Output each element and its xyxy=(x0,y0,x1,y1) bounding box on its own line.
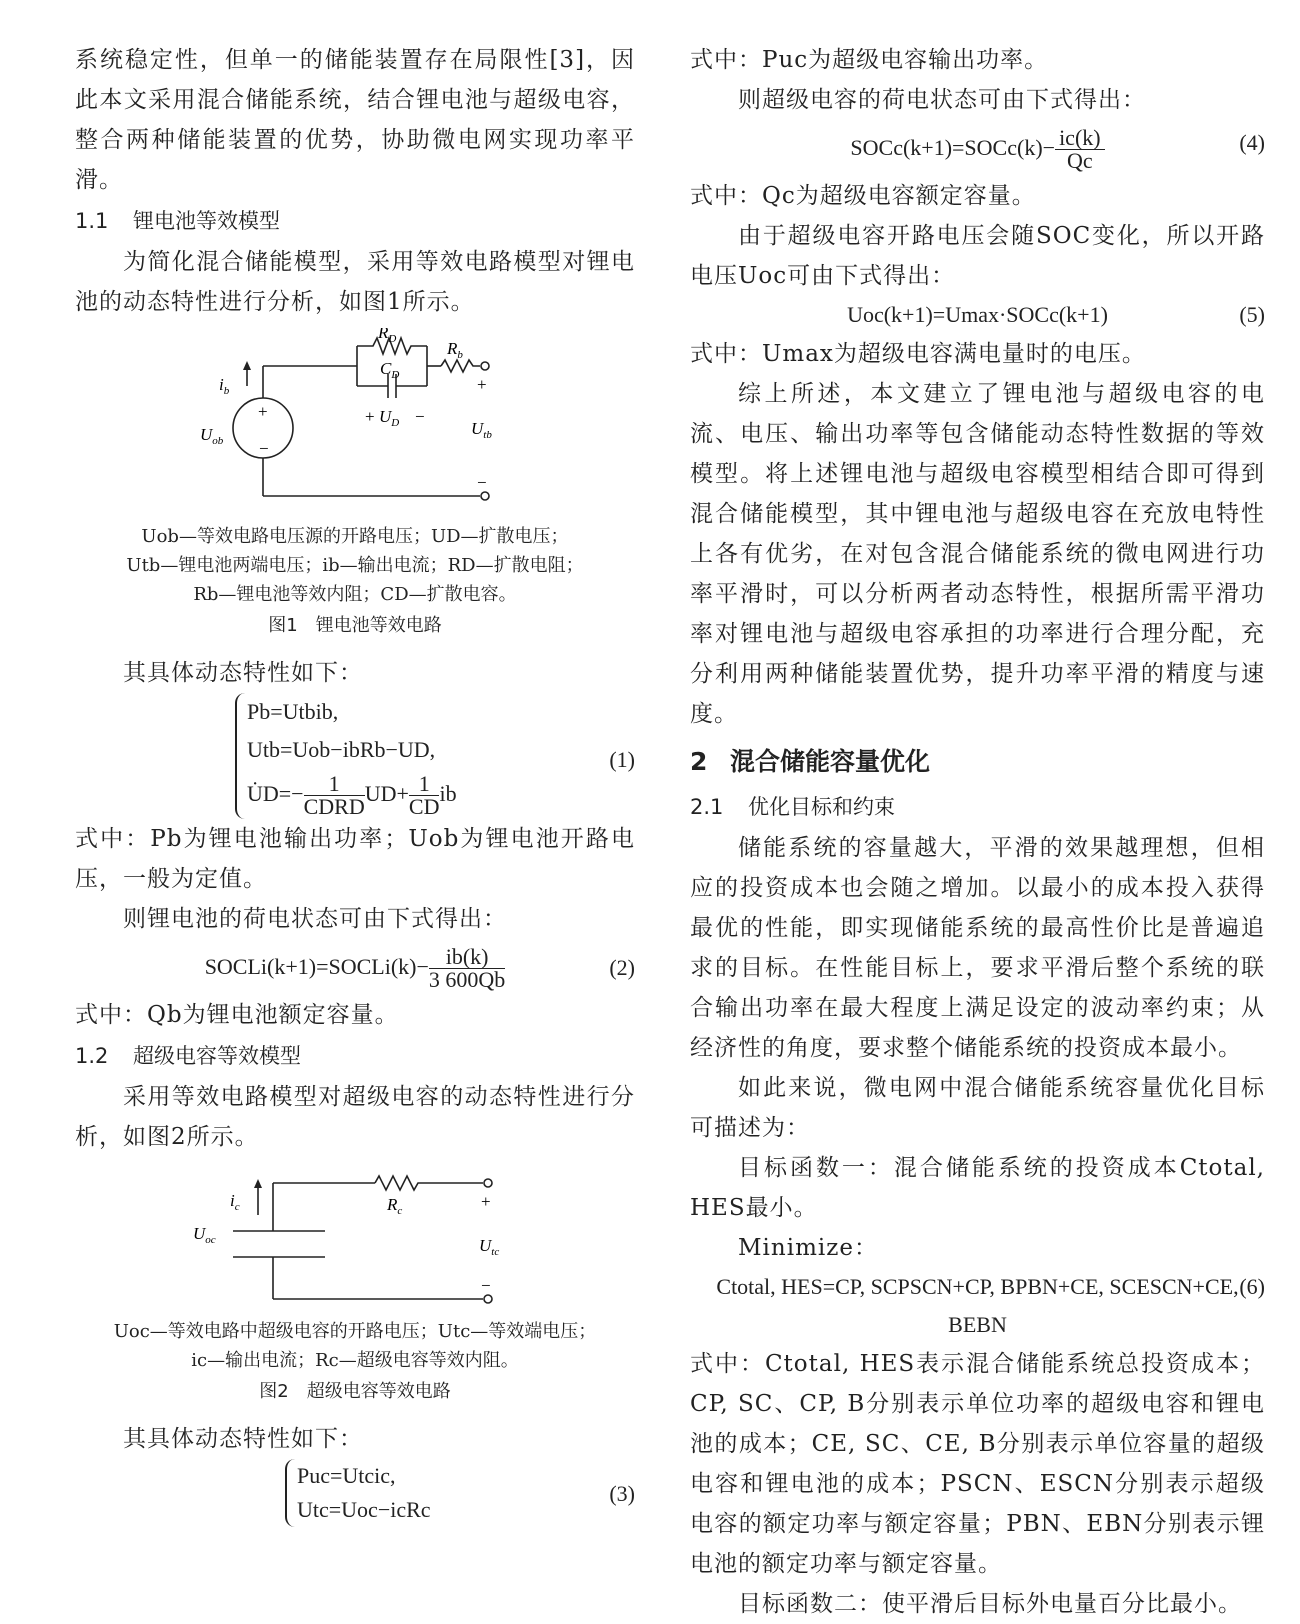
equation-1 xyxy=(75,693,635,819)
section-title: 混合储能容量优化 xyxy=(730,747,931,776)
ib-label: $i_b$ xyxy=(219,375,230,397)
paragraph: 式中：Pb为锂电池输出功率；Uob为锂电池开路电压，一般为定值。 xyxy=(75,826,635,892)
CD-label: $C_D$ xyxy=(380,359,400,381)
fraction: $\frac{1}{\text{CDRD}}$ xyxy=(303,771,365,820)
section-number: 2 xyxy=(690,747,708,776)
left-column xyxy=(75,40,635,1529)
paragraph: 式中：Qc为超级电容额定容量。 xyxy=(690,183,1036,209)
equation-3 xyxy=(75,1459,635,1529)
terminal-minus: − xyxy=(481,1276,491,1295)
Uoc-label: $U_{oc}$ xyxy=(193,1224,216,1246)
paragraph: 如此来说，微电网中混合储能系统容量优化目标可描述为： xyxy=(690,1075,1265,1141)
section-title: 优化目标和约束 xyxy=(748,795,895,819)
RD-label: $R_D$ xyxy=(378,328,397,345)
ic-label: $i_c$ xyxy=(230,1191,240,1213)
Utc-label: $U_{tc}$ xyxy=(479,1236,500,1258)
UD-plus: + xyxy=(365,407,375,426)
figure-caption-line: Uoc—等效电路中超级电容的开路电压；Utc—等效端电压； xyxy=(113,1321,597,1342)
figure-2 xyxy=(75,1163,635,1409)
UD-label: $U_D$ xyxy=(379,407,400,429)
supercapacitor-circuit-diagram xyxy=(75,1163,635,1313)
paragraph: 综上所述，本文建立了锂电池与超级电容的电流、电压、输出功率等包含储能动态特性数据的等效模型。将上述锂电池与超级电容模型相结合即可得到混合储能模型，其中锂电池与超级电容在充放电特性上各有优劣，在对包含混合储能系统的微电网进行功率平滑时，可以分析两者动态特性，根据所需平滑功率对锂电池与超级电容承担的功率进行合理分配，充分利用两种储能装置优势，提升功率平滑的精度与速度。 xyxy=(690,381,1265,727)
figure-caption-line: Uob—等效电路电压源的开路电压；UD—扩散电压； xyxy=(141,526,569,547)
paragraph: 储能系统的容量越大，平滑的效果越理想，但相应的投资成本也会随之增加。以最小的成本投入获得最优的性能，即实现储能系统的最高性价比是普遍追求的目标。在性能目标上，要求平滑后整个系统的联合输出功率在最大程度上满足设定的波动率约束；从经济性的角度，要求整个储能系统的投资成本最小。 xyxy=(690,835,1265,1061)
Uob-label: $U_{ob}$ xyxy=(200,425,224,447)
right-column xyxy=(690,40,1265,1624)
paragraph: 由于超级电容开路电压会随SOC变化，所以开路电压Uoc可由下式得出： xyxy=(690,223,1265,289)
paragraph: 采用等效电路模型对超级电容的动态特性进行分析，如图2所示。 xyxy=(75,1084,635,1150)
paragraph: 式中：Umax为超级电容满电量时的电压。 xyxy=(690,341,1146,367)
source-minus: − xyxy=(259,439,269,458)
paragraph: Minimize： xyxy=(738,1235,878,1261)
eq1-line3c: ib xyxy=(439,781,457,806)
UD-minus: − xyxy=(415,407,425,426)
Utb-label: $U_{tb}$ xyxy=(471,419,492,441)
paragraph: 其具体动态特性如下： xyxy=(123,1426,363,1452)
paragraph: 目标函数一：混合储能系统的投资成本Ctotal, HES最小。 xyxy=(690,1155,1265,1221)
figure-caption-line: ic—输出电流；Rc—超级电容等效内阻。 xyxy=(191,1350,519,1371)
fraction: $\frac{ic(k)}{Qc}$ xyxy=(1055,127,1105,172)
equation-6: Ctotal, HES=CP, SCPSCN+CP, BPBN+CE, SCESCN+CE, BEBN (6) xyxy=(690,1268,1265,1344)
section-number: 2.1 xyxy=(690,795,724,819)
eq3-line2: Utc=Uoc−icRc xyxy=(297,1497,431,1522)
paragraph: 式中：Puc为超级电容输出功率。 xyxy=(690,47,1049,73)
terminal-plus: + xyxy=(477,375,487,394)
section-title: 锂电池等效模型 xyxy=(133,209,280,233)
eq3-line1: Puc=Utcic, xyxy=(297,1463,396,1488)
paragraph: 式中：Qb为锂电池额定容量。 xyxy=(75,1002,399,1028)
eq1-line1: Pb=Utbib, xyxy=(247,699,339,724)
figure-caption-line: Utb—锂电池两端电压；ib—输出电流；RD—扩散电阻； xyxy=(126,555,584,576)
equation-4: SOCc(k+1)=SOCc(k)− $\frac{ic(k)}{Qc}$ (4) xyxy=(850,125,1265,174)
figure-title: 图2 超级电容等效电路 xyxy=(259,1381,451,1402)
fraction: $\frac{1}{CD}$ xyxy=(408,771,440,820)
li-battery-circuit-diagram xyxy=(75,328,635,518)
paragraph: 系统稳定性，但单一的储能装置存在局限性[3]，因此本文采用混合储能系统，结合锂电池与超级电容，整合两种储能装置的优势，协助微电网实现功率平滑。 xyxy=(75,47,635,193)
Rc-label: $R_c$ xyxy=(387,1195,403,1217)
fraction: $\frac{ib(k)}{3 600Qb}$ xyxy=(428,944,506,993)
eq1-line3b: UD+ xyxy=(364,781,409,806)
paragraph: 其具体动态特性如下： xyxy=(123,660,363,686)
paragraph: 为简化混合储能模型，采用等效电路模型对锂电池的动态特性进行分析，如图1所示。 xyxy=(75,249,635,315)
section-heading-2-1 xyxy=(690,788,1265,826)
equation-number: (3) xyxy=(609,1481,635,1506)
terminal-plus: + xyxy=(481,1192,491,1211)
equation-2: SOCLi(k+1)=SOCLi(k)− $\frac{ib(k)}{3 600Qb}$ (2) xyxy=(204,944,635,993)
eq1-line3a: U̇D=− xyxy=(247,781,304,806)
paragraph: 则超级电容的荷电状态可由下式得出： xyxy=(738,87,1146,113)
terminal-minus: − xyxy=(477,473,487,492)
paragraph: 式中：Ctotal, HES表示混合储能系统总投资成本；CP, SC、CP, B分别表示单位功率的超级电容和锂电池的成本；CE, SC、CE, B分别表示单位容量的超级电容和锂电池的成本；PSCN、ESCN分别表示超级电容的额定功率与额定容量；PBN、EBN分别表示锂电池的额定功率与额定容量。 xyxy=(690,1351,1265,1577)
figure-title: 图1 锂电池等效电路 xyxy=(268,615,442,636)
section-heading-2 xyxy=(690,742,1265,782)
paragraph: 则锂电池的荷电状态可由下式得出： xyxy=(123,906,507,932)
section-number: 1.1 xyxy=(75,209,109,233)
figure-caption-line: Rb—锂电池等效内阻；CD—扩散电容。 xyxy=(193,584,517,605)
equation-number: (2) xyxy=(609,955,635,980)
equation-number: (6) xyxy=(1239,1274,1265,1299)
source-plus: + xyxy=(258,402,268,421)
equation-number: (5) xyxy=(1239,302,1265,327)
eq1-line2: Utb=Uob−ibRb−UD, xyxy=(247,737,436,762)
figure-1 xyxy=(75,328,635,643)
equation-number: (4) xyxy=(1239,130,1265,155)
section-title: 超级电容等效模型 xyxy=(133,1044,301,1068)
paragraph: 目标函数二：使平滑后目标外电量百分比最小。 xyxy=(738,1591,1242,1617)
equation-number: (1) xyxy=(609,747,635,772)
section-heading-1-2 xyxy=(75,1037,635,1075)
equation-5: Uoc(k+1)=Umax·SOCc(k+1) (5) xyxy=(690,296,1265,334)
Rb-label: $R_b$ xyxy=(447,339,463,361)
section-number: 1.2 xyxy=(75,1044,109,1068)
section-heading-1-1 xyxy=(75,202,635,240)
